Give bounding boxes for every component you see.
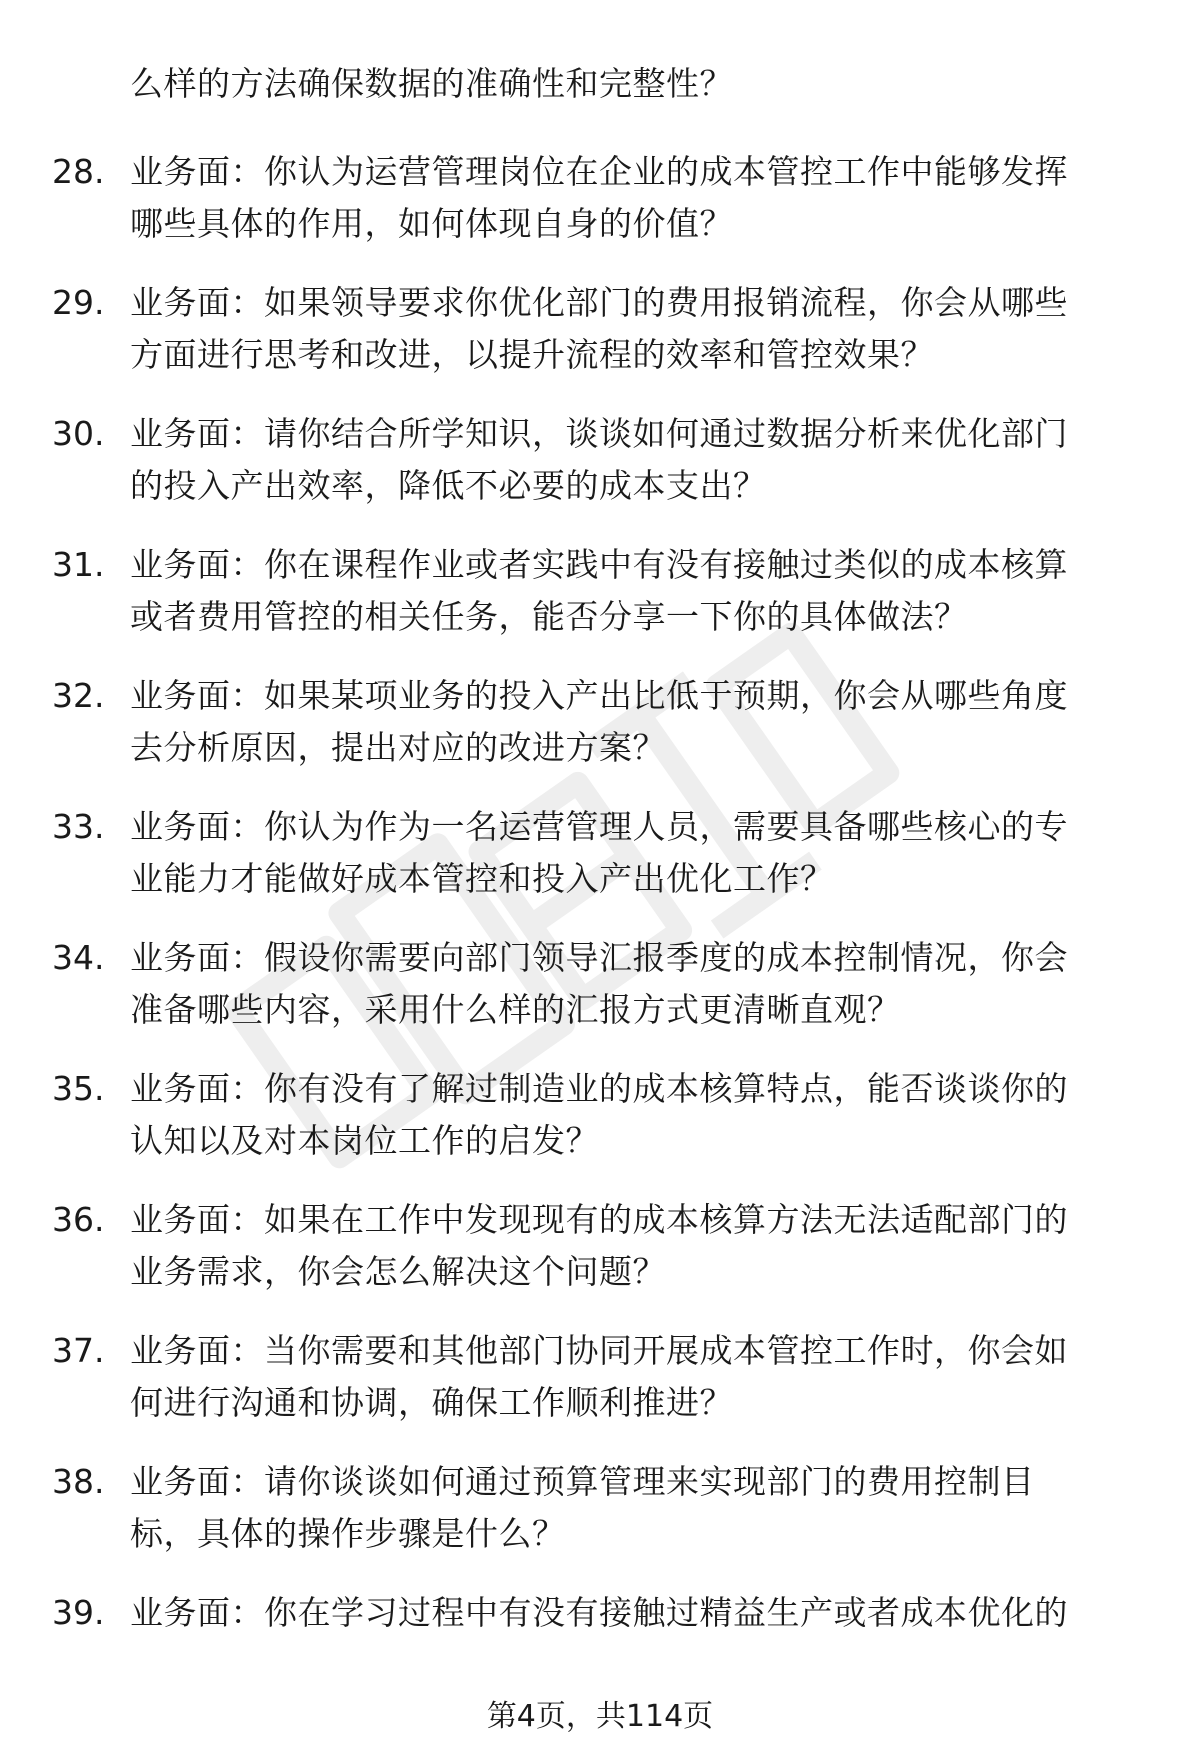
question-number: 35. xyxy=(52,1069,105,1108)
question-line: 业务面：你认为运营管理岗位在企业的成本管控工作中能够发挥 xyxy=(130,152,1068,191)
question-number: 38. xyxy=(52,1462,105,1501)
question-item xyxy=(0,1194,1200,1325)
question-item xyxy=(0,408,1200,539)
question-text xyxy=(130,277,1150,381)
question-line: 业务面：如果某项业务的投入产出比低于预期，你会从哪些角度 xyxy=(130,676,1068,715)
question-text xyxy=(130,408,1150,512)
question-text xyxy=(130,1456,1150,1560)
question-line: 准备哪些内容，采用什么样的汇报方式更清晰直观？ xyxy=(130,990,901,1029)
question-line: 业务面：请你结合所学知识，谈谈如何通过数据分析来优化部门 xyxy=(130,414,1068,453)
question-number: 34. xyxy=(52,938,105,977)
question-text xyxy=(130,1325,1150,1429)
question-number: 28. xyxy=(52,152,105,191)
question-item xyxy=(0,932,1200,1063)
question-line: 哪些具体的作用，如何体现自身的价值？ xyxy=(130,204,733,243)
question-line: 标，具体的操作步骤是什么？ xyxy=(130,1514,566,1553)
question-text xyxy=(130,1063,1150,1167)
question-list xyxy=(0,146,1200,1718)
question-line: 业务面：你在学习过程中有没有接触过精益生产或者成本优化的 xyxy=(130,1593,1068,1632)
question-number: 33. xyxy=(52,807,105,846)
question-line: 业务需求，你会怎么解决这个问题？ xyxy=(130,1252,666,1291)
question-line: 业务面：请你谈谈如何通过预算管理来实现部门的费用控制目 xyxy=(130,1462,1035,1501)
question-line: 业务面：你认为作为一名运营管理人员，需要具备哪些核心的专 xyxy=(130,807,1068,846)
question-item xyxy=(0,801,1200,932)
question-number: 37. xyxy=(52,1331,105,1370)
page-footer: 第4页，共114页 xyxy=(486,1699,714,1734)
question-item xyxy=(0,670,1200,801)
question-line: 业务面：你有没有了解过制造业的成本核算特点，能否谈谈你的 xyxy=(130,1069,1068,1108)
question-text xyxy=(130,539,1150,643)
question-number: 29. xyxy=(52,283,105,322)
question-line: 的投入产出效率，降低不必要的成本支出？ xyxy=(130,466,767,505)
question-text xyxy=(130,1194,1150,1298)
question-text xyxy=(130,146,1150,250)
question-number: 36. xyxy=(52,1200,105,1239)
question-item xyxy=(0,539,1200,670)
question-text xyxy=(130,801,1150,905)
question-text xyxy=(130,1587,1150,1639)
question-item xyxy=(0,1325,1200,1456)
question-line: 何进行沟通和协调，确保工作顺利推进？ xyxy=(130,1383,733,1422)
question-line: 业务面：假设你需要向部门领导汇报季度的成本控制情况，你会 xyxy=(130,938,1068,977)
question-line: 业务面：你在课程作业或者实践中有没有接触过类似的成本核算 xyxy=(130,545,1068,584)
question-line: 方面进行思考和改进，以提升流程的效率和管控效果？ xyxy=(130,335,934,374)
question-line: 业务面：当你需要和其他部门协同开展成本管控工作时，你会如 xyxy=(130,1331,1068,1370)
question-item xyxy=(0,277,1200,408)
question-line: 认知以及对本岗位工作的启发？ xyxy=(130,1121,599,1160)
question-number: 39. xyxy=(52,1593,105,1632)
question-text xyxy=(130,932,1150,1036)
question-line: 业务面：如果在工作中发现现有的成本核算方法无法适配部门的 xyxy=(130,1200,1068,1239)
question-item xyxy=(0,1063,1200,1194)
question-number: 32. xyxy=(52,676,105,715)
question-line: 或者费用管控的相关任务，能否分享一下你的具体做法？ xyxy=(130,597,968,636)
question-number: 31. xyxy=(52,545,105,584)
question-line: 业务面：如果领导要求你优化部门的费用报销流程，你会从哪些 xyxy=(130,283,1068,322)
continuation-text: 么样的方法确保数据的准确性和完整性？ xyxy=(130,64,733,103)
question-text xyxy=(130,670,1150,774)
question-line: 业能力才能做好成本管控和投入产出优化工作？ xyxy=(130,859,834,898)
question-line: 去分析原因，提出对应的改进方案？ xyxy=(130,728,666,767)
question-item xyxy=(0,1456,1200,1587)
question-item xyxy=(0,146,1200,277)
question-number: 30. xyxy=(52,414,105,453)
